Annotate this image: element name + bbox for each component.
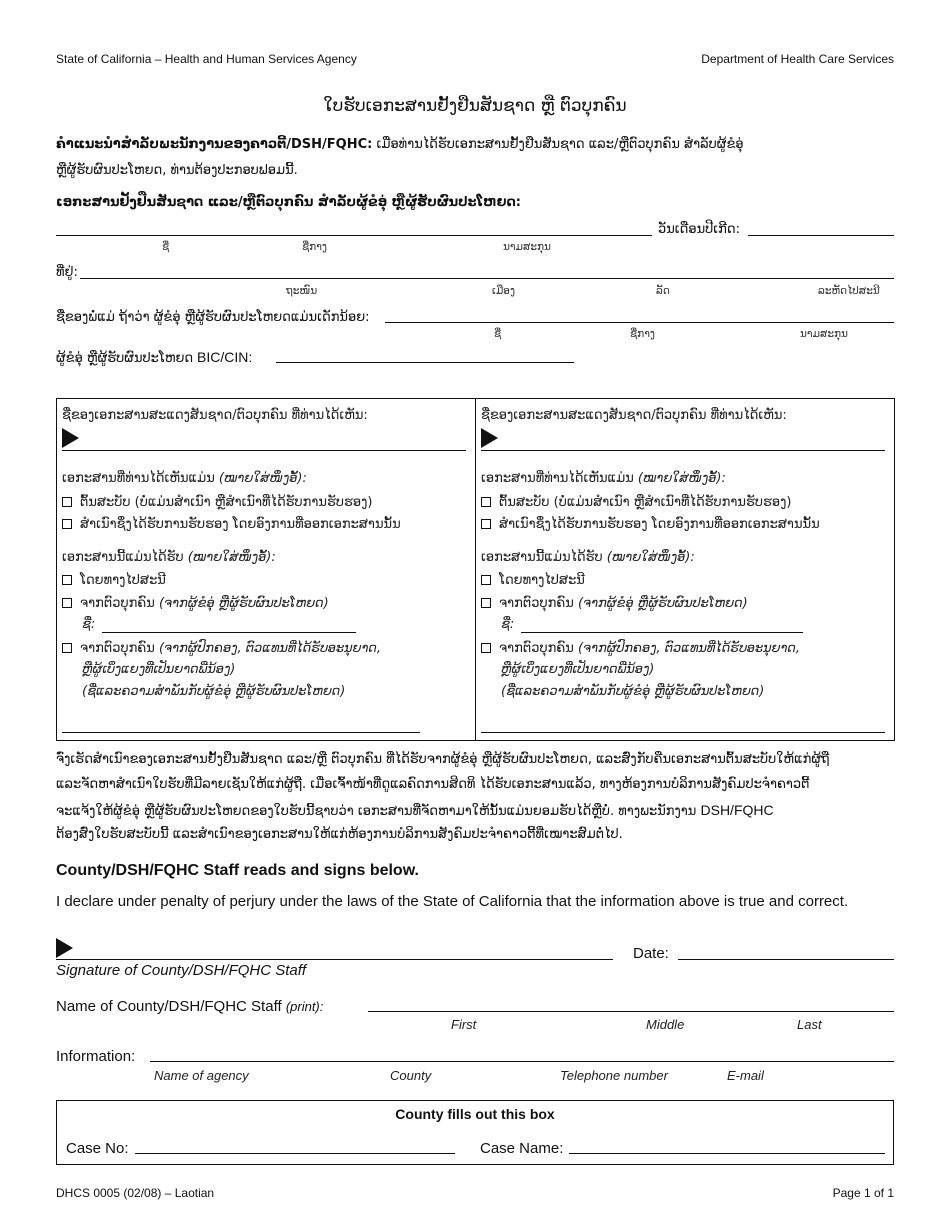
- relationship-line[interactable]: [62, 732, 420, 733]
- received-label: [481, 550, 695, 565]
- option-original-text: ຕົ້ນສະບັບ (ບໍ່ແມ່ນສໍາເນົາ ຫຼືສໍາເນົາທີ່ໄດ້ຮັບການຮັບຮອງ): [499, 495, 792, 510]
- checkbox-icon[interactable]: [62, 519, 72, 529]
- dob-label: ວັນເດືອນປີເກີດ:: [658, 222, 740, 237]
- agency-name: State of California – Health and Human Services Agency: [56, 52, 357, 66]
- option-other-text: ຈາກຕົວບຸກຄົນ: [499, 641, 574, 656]
- address-city-label: ເມືອງ: [492, 285, 516, 297]
- person-name-line[interactable]: [521, 632, 803, 633]
- applicant-last-label: ນາມສະກຸນ: [503, 241, 551, 253]
- option-original[interactable]: [62, 495, 372, 510]
- option-mail[interactable]: [62, 573, 166, 588]
- option-person-hint: (ຈາກຜູ້ຂໍອຸ່ ຫຼືຜູ້ຮັບຜົນປະໂຫຍດ): [577, 596, 748, 611]
- page-title: ໃບຮັບເອກະສານຢັ້ງຢືນສັນຊາດ ຫຼື ຕົວບຸກຄົນ: [323, 96, 627, 116]
- parent-name-label: ຊື່ຂອງພໍ່ແມ່ ຖ້າວ່າ ຜູ້ຂໍອຸ່ ຫຼືຜູ້ຮັບຜົນປະໂຫຍດແມ່ນເດັກນ້ອຍ:: [56, 310, 370, 325]
- option-person-text: ຈາກຕົວບຸກຄົນ: [80, 596, 155, 611]
- option-person[interactable]: [481, 596, 748, 611]
- checkbox-icon[interactable]: [481, 497, 491, 507]
- checkbox-icon[interactable]: [62, 598, 72, 608]
- option-other[interactable]: [62, 641, 381, 656]
- option-other-text: ຈາກຕົວບຸກຄົນ: [80, 641, 155, 656]
- email-label: E-mail: [727, 1068, 764, 1083]
- address-zip-label: ລະຫັດໄປສະນີ: [818, 285, 880, 297]
- option-other-hint3: (ຊື່ແລະຄວາມສໍາພັນກັບຜູ້ຂໍອຸ່ ຫຼືຜູ້ຮັບຜົນປະໂຫຍດ): [501, 684, 765, 699]
- document-column-right: [475, 398, 893, 738]
- seen-label-text: ເອກະສານທີ່ທ່ານໄດ້ເຫັນແມ່ນ: [481, 471, 634, 486]
- notice-line3-lao: ຈະແຈ້ງໃຫ້ຜູ້ຂໍອຸ່ ຫຼືຜູ້ຮັບຜົນປະໂຫຍດຂອງໃບຮັບນີ້ຊາບວ່າ ເອກະສານທີ່ຈັດຫາມາໃຫ້ນັ້ນແມ່ນຍອມຮັບໄດ້ຫຼືບໍ່. ທາງພະນັກງານ: [56, 804, 697, 819]
- option-mail[interactable]: [481, 573, 585, 588]
- county-box: [56, 1100, 894, 1165]
- option-original-text: ຕົ້ນສະບັບ (ບໍ່ແມ່ນສໍາເນົາ ຫຼືສໍາເນົາທີ່ໄດ້ຮັບການຮັບຮອງ): [80, 495, 373, 510]
- applicant-name-line[interactable]: [56, 235, 652, 236]
- county-box-title: County fills out this box: [395, 1106, 555, 1122]
- notice-line3: [56, 802, 774, 819]
- relationship-line[interactable]: [481, 732, 885, 733]
- staff-name-label: [56, 998, 323, 1015]
- parent-middle-label: ຊື່ກາງ: [630, 328, 655, 340]
- seen-hint: (ໝາຍໃສ່ໜຶ່ງອັ້):: [218, 471, 307, 486]
- checkbox-icon[interactable]: [62, 575, 72, 585]
- arrow-icon: [481, 428, 498, 452]
- notice-line2: ແລະຈັດຫາສໍາເນົາໃບຮັບທີ່ມີລາຍເຊັນໃຫ້ແກ່ຜູ້ຖື. ເມື່ອເຈົ້າໜ້າທີ່ດູແລຄົດການສິດທິ ໄດ້ຮັບເອກະສານແລ້ວ, ທາງຫ້ອງການບໍລິການສັງຄົມປະຈໍາຄາວຕີ້: [56, 777, 810, 792]
- checkbox-icon[interactable]: [481, 519, 491, 529]
- option-other-hint1: (ຈາກຜູ້ປົກຄອງ, ຕົວແທນທີ່ໄດ້ຮັບອະນຸຍາດ,: [158, 641, 381, 656]
- staff-first-label: First: [451, 1017, 477, 1032]
- person-name-label: ຊື່:: [501, 617, 515, 632]
- option-mail-text: ໂດຍທາງໄປສະນີ: [499, 573, 585, 588]
- arrow-icon: [62, 428, 79, 452]
- staff-name-line[interactable]: [368, 1011, 894, 1012]
- seen-label: [481, 471, 726, 486]
- case-name-line[interactable]: [569, 1153, 885, 1154]
- county-label: County: [390, 1068, 432, 1083]
- date-line[interactable]: [678, 959, 894, 960]
- staff-heading: County/DSH/FQHC Staff reads and signs below.: [56, 862, 419, 879]
- option-certified-text: ສໍາເນົາຊຶ່ງໄດ້ຮັບການຮັບຮອງ ໂດຍອົງການທີ່ອອກເອກະສານນັ້ນ: [499, 517, 820, 532]
- case-no-label: Case No:: [66, 1140, 129, 1157]
- document-column-left: [56, 398, 475, 738]
- received-hint: (ໝາຍໃສ່ໜຶ່ງອັ້):: [187, 550, 276, 565]
- agency-label: Name of agency: [154, 1068, 249, 1083]
- staff-last-label: Last: [797, 1017, 822, 1032]
- address-label: ທີ່ຢູ່:: [56, 265, 78, 280]
- seen-label-text: ເອກະສານທີ່ທ່ານໄດ້ເຫັນແມ່ນ: [62, 471, 215, 486]
- option-other-hint2: ຫຼືຜູ້ເບິ່ງແຍງທີ່ເປັນຍາດພີ່ນ້ອງ): [501, 662, 655, 677]
- notice-line4: ຕ້ອງສົ່ງໃບຮັບສະບັບນີ້ ແລະສໍາເນົາຂອງເອກະສານໃຫ້ແກ່ຫ້ອງການບໍລິການສັງຄົມປະຈໍາຄາວຕີ້ທີ່ເໝາະສົມຕໍ່ໄປ.: [56, 827, 623, 842]
- person-name-line[interactable]: [102, 632, 356, 633]
- option-person[interactable]: [62, 596, 329, 611]
- option-certified-text: ສໍາເນົາຊຶ່ງໄດ້ຮັບການຮັບຮອງ ໂດຍອົງການທີ່ອອກເອກະສານນັ້ນ: [80, 517, 401, 532]
- notice-line1: ຈົ່ງເຮັດສໍາເນົາຂອງເອກະສານຢັ້ງຢືນສັນຊາດ ແລະ/ຫຼື ຕົວບຸກຄົນ ທີ່ໄດ້ຮັບຈາກຜູ້ຂໍອຸ່ ຫຼືຜູ້ຮັບຜົນປະໂຫຍດ, ແລະສົ່ງກັບຄືນເອກະສານຕົ້ນສະບັບໃຫ້ແກ່ຜູ້ຖື: [56, 752, 830, 767]
- bic-cin-label: [56, 349, 252, 366]
- bic-cin-line[interactable]: [276, 362, 574, 363]
- page-number: Page 1 of 1: [832, 1186, 894, 1200]
- option-other[interactable]: [481, 641, 800, 656]
- signature-line[interactable]: [56, 959, 613, 960]
- dob-line[interactable]: [748, 235, 894, 236]
- applicant-first-label: ຊື່: [162, 241, 170, 253]
- option-other-hint3: (ຊື່ແລະຄວາມສໍາພັນກັບຜູ້ຂໍອຸ່ ຫຼືຜູ້ຮັບຜົນປະໂຫຍດ): [82, 684, 346, 699]
- received-label-text: ເອກະສານນີ້ແມ່ນໄດ້ຮັບ: [481, 550, 603, 565]
- bic-cin-lao-text: ຜູ້ຂໍອຸ່ ຫຼືຜູ້ຮັບຜົນປະໂຫຍດ: [56, 351, 194, 366]
- checkbox-icon[interactable]: [62, 497, 72, 507]
- address-state-label: ລັດ: [656, 285, 670, 297]
- option-other-hint2: ຫຼືຜູ້ເບິ່ງແຍງທີ່ເປັນຍາດພີ່ນ້ອງ): [82, 662, 236, 677]
- address-line[interactable]: [80, 278, 894, 279]
- doc-name-label: ຊື່ຂອງເອກະສານສະແດງສັນຊາດ/ຕົວບຸກຄົນ ທີ່ທ່ານໄດ້ເຫັນ:: [481, 408, 787, 423]
- doc-name-line[interactable]: [62, 450, 466, 451]
- doc-name-line[interactable]: [481, 450, 885, 451]
- staff-middle-label: Middle: [646, 1017, 685, 1032]
- information-line[interactable]: [150, 1061, 894, 1062]
- staff-declaration: I declare under penalty of perjury under the laws of the State of California that the information above is true and correct.: [56, 893, 849, 910]
- received-label: [62, 550, 276, 565]
- department-name: Department of Health Care Services: [701, 52, 894, 66]
- received-label-text: ເອກະສານນີ້ແມ່ນໄດ້ຮັບ: [62, 550, 184, 565]
- option-other-hint1: (ຈາກຜູ້ປົກຄອງ, ຕົວແທນທີ່ໄດ້ຮັບອະນຸຍາດ,: [577, 641, 800, 656]
- seen-hint: (ໝາຍໃສ່ໜຶ່ງອັ້):: [637, 471, 726, 486]
- option-original[interactable]: [481, 495, 791, 510]
- case-no-line[interactable]: [135, 1153, 455, 1154]
- doc-name-label: ຊື່ຂອງເອກະສານສະແດງສັນຊາດ/ຕົວບຸກຄົນ ທີ່ທ່ານໄດ້ເຫັນ:: [62, 408, 368, 423]
- staff-name-print: (print):: [285, 999, 324, 1014]
- person-name-label: ຊື່:: [82, 617, 96, 632]
- address-street-label: ຖະໜົນ: [286, 285, 318, 297]
- parent-name-line[interactable]: [385, 322, 894, 323]
- information-label: Information:: [56, 1048, 136, 1065]
- instructions-line1: [56, 137, 744, 152]
- instructions-line2: ຫຼືຜູ້ຮັບຜົນປະໂຫຍດ, ທ່ານຕ້ອງປະກອບຟອມນີ້.: [56, 163, 298, 178]
- notice-line3-en: DSH/FQHC: [700, 802, 774, 818]
- telephone-label: Telephone number: [560, 1068, 668, 1083]
- checkbox-icon[interactable]: [62, 643, 72, 653]
- option-person-hint: (ຈາກຜູ້ຂໍອຸ່ ຫຼືຜູ້ຮັບຜົນປະໂຫຍດ): [158, 596, 329, 611]
- documents-heading: ເອກະສານຢັ້ງຢືນສັນຊາດ ແລະ/ຫຼືຕົວບຸກຄົນ ສໍາລັບຜູ້ຂໍອຸ່ ຫຼືຜູ້ຮັບຜົນປະໂຫຍດ:: [56, 195, 521, 210]
- checkbox-icon[interactable]: [481, 575, 491, 585]
- option-mail-text: ໂດຍທາງໄປສະນີ: [80, 573, 166, 588]
- seen-label: [62, 471, 307, 486]
- instructions-rest: ເມື່ອທ່ານໄດ້ຮັບເອກະສານຢັ້ງຢືນສັນຊາດ ແລະ/ຫຼືຕົວບຸກຄົນ ສໍາລັບຜູ້ຂໍອຸ່: [372, 137, 744, 152]
- received-hint: (ໝາຍໃສ່ໜຶ່ງອັ້):: [606, 550, 695, 565]
- instructions-lead: ຄໍາແນະນໍາສໍາລັບພະນັກງານຂອງຄາວຕີ້/DSH/FQHC:: [56, 137, 373, 152]
- case-name-label: Case Name:: [480, 1140, 564, 1157]
- applicant-middle-label: ຊື່ກາງ: [302, 241, 327, 253]
- parent-first-label: ຊື່: [494, 328, 502, 340]
- option-person-text: ຈາກຕົວບຸກຄົນ: [499, 596, 574, 611]
- form-id: DHCS 0005 (02/08) – Laotian: [56, 1186, 215, 1200]
- signature-label: Signature of County/DSH/FQHC Staff: [56, 962, 307, 979]
- staff-name-label-text: Name of County/DSH/FQHC Staff: [56, 998, 282, 1015]
- bic-cin-text: BIC/CIN:: [197, 349, 253, 365]
- parent-last-label: ນາມສະກຸນ: [800, 328, 848, 340]
- date-label: Date:: [633, 945, 669, 962]
- checkbox-icon[interactable]: [481, 598, 491, 608]
- option-certified[interactable]: [481, 517, 820, 532]
- checkbox-icon[interactable]: [481, 643, 491, 653]
- option-certified[interactable]: [62, 517, 401, 532]
